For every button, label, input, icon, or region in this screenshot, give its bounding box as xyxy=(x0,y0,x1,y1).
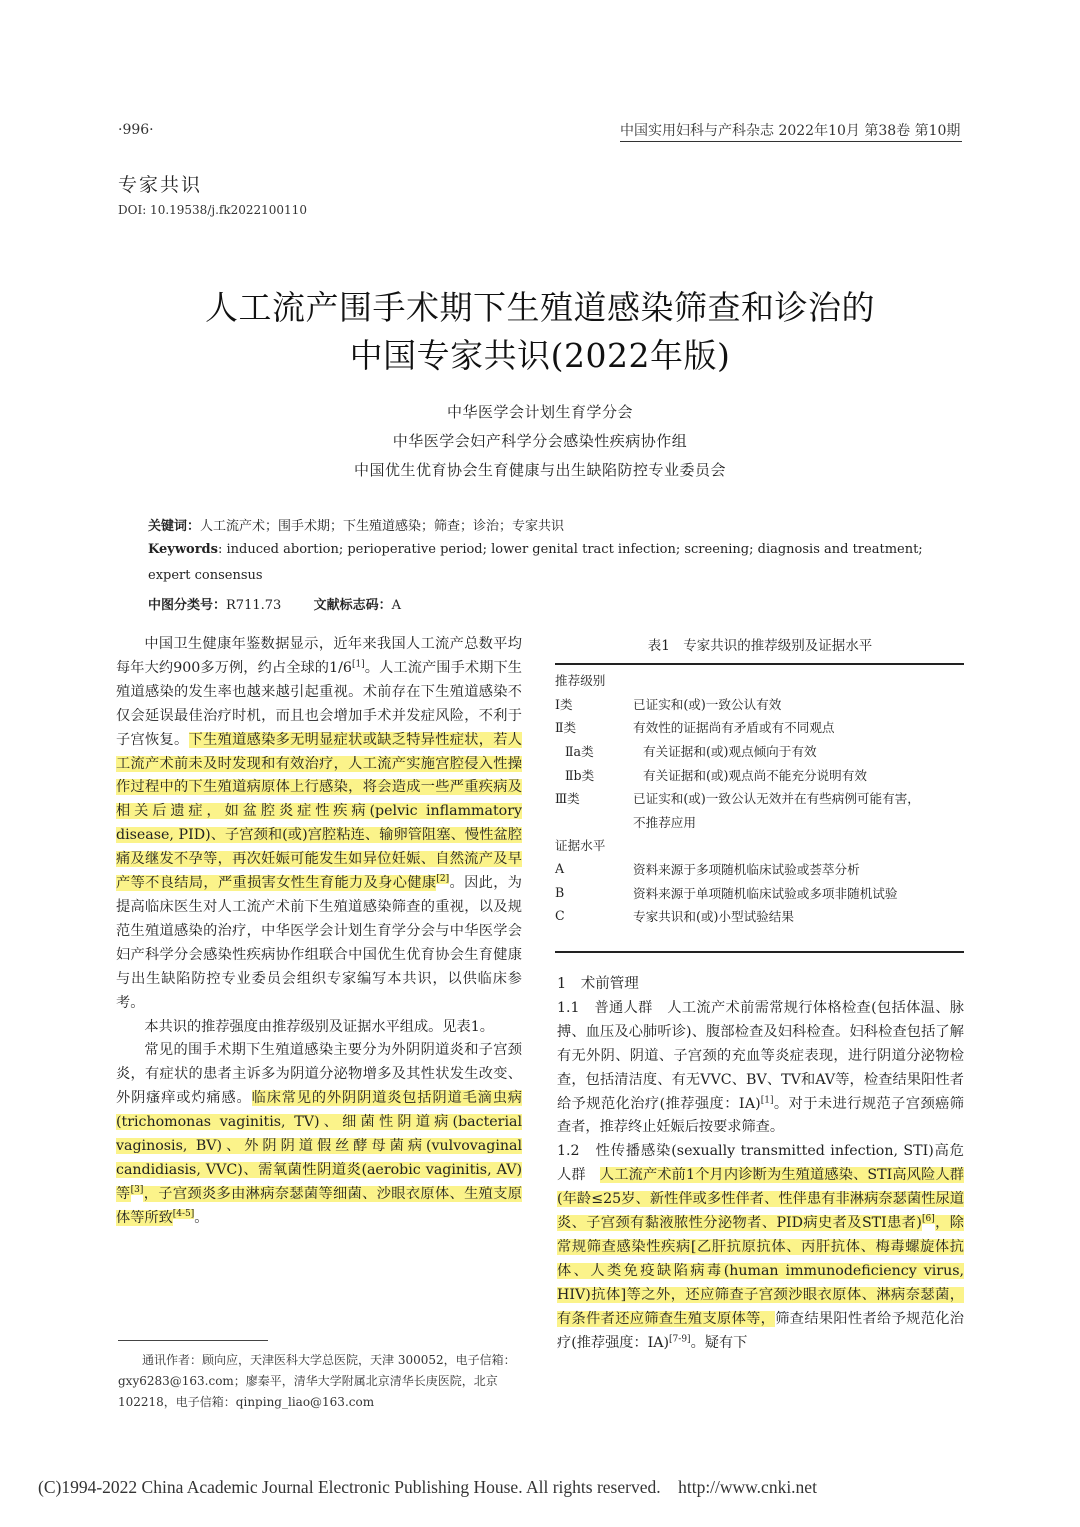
citation[interactable]: [7-9] xyxy=(669,1333,691,1344)
section-tag: 专家共识 xyxy=(118,174,203,196)
subsection-heading: 1.1 普通人群 xyxy=(557,999,653,1016)
text: 。疑有下 xyxy=(690,1334,748,1351)
keywords-en-line2: expert consensus xyxy=(148,568,263,583)
footnote-rule xyxy=(118,1340,268,1341)
table-cell: 有效性的证据尚有矛盾或有不同观点 xyxy=(633,720,835,736)
table-cell: Ⅱ类 xyxy=(555,720,577,736)
keywords-cn-text: 人工流产术；围手术期；下生殖道感染；筛查；诊治；专家共识 xyxy=(200,519,565,534)
highlighted-text: 下生殖道感染多无明显症状或缺乏特异性症状，若人工流产术前未及时发现和有效治疗，人工流产实施宫腔侵入性操作过程中的下生殖道病原体上行感染，将会造成一些严重疾病及相关后遗症，如盆腔炎症性疾病(pelvic inflammatory disease, PID)、子宫颈和(或)宫腔粘连、输卵管阻塞、慢性盆腔痛及继发不孕等，再次妊娠可能发生如异位妊娠、自然流产及早产等不良结局，严重损害女性生育能力及身心健康 xyxy=(116,731,522,892)
table-row xyxy=(555,692,964,716)
keywords-en-text: : induced abortion; perioperative period; lower genital tract infection; screening; diagnosis and treatment; xyxy=(217,542,923,557)
keywords-en-label: Keywords xyxy=(148,542,218,557)
paragraph-intro xyxy=(116,633,522,1016)
table-cell: 专家共识和(或)小型试验结果 xyxy=(633,909,794,925)
table-cell: 不推荐应用 xyxy=(633,814,696,830)
keywords-cn-label: 关键词： xyxy=(148,519,201,534)
paragraph-general-population xyxy=(557,997,964,1140)
table-cell: Ⅱb类 xyxy=(565,767,595,783)
table-cell: A xyxy=(555,861,565,877)
table-cell: 资料来源于多项随机临床试验或荟萃分析 xyxy=(633,862,860,878)
page-number: ·996· xyxy=(118,122,154,138)
paper-title-line-2: 中国专家共识(2022年版) xyxy=(349,336,731,375)
table-cell: Ⅰ类 xyxy=(555,696,573,712)
subsection-heading: 1.2 性传播感染(sexually transmitted infection, STI)高危人群 xyxy=(557,1143,964,1184)
copyright-notice: (C)1994-2022 China Academic Journal Electronic Publishing House. All rights reserved. http://www.cnki.net xyxy=(38,1477,817,1497)
highlighted-text: 人工流产术前1个月内诊断为生殖道感染、STI高风险人群(年龄≤25岁、新性伴或多性伴者、性伴患有非淋病奈瑟菌性尿道炎、子宫颈有黏液脓性分泌物者、PID病史者及STI患者) xyxy=(557,1167,964,1232)
citation[interactable]: [2] xyxy=(436,874,450,885)
table-cell: 已证实和(或)一致公认有效 xyxy=(633,696,782,712)
table-row xyxy=(555,762,964,786)
table-cell: Ⅱa类 xyxy=(565,744,594,760)
table-row xyxy=(555,786,964,810)
journal-header: 中国实用妇科与产科杂志 2022年10月 第38卷 第10期 xyxy=(620,123,961,139)
recommendation-table xyxy=(555,668,964,928)
text: 人工流产术前需常规行体格检查(包括体温、脉搏、血压及心肺听诊)、腹部检查及妇科检查。妇科检查包括了解有无外阴、阴道、子宫颈的充血等炎症表现，进行阴道分泌物检查，包括清洁度、有无VVC、BV、TV和AV等，检查结果阳性者给予规范化治疗(推荐强度：ⅠA) xyxy=(557,999,964,1112)
table-row xyxy=(555,857,964,881)
table-cell: B xyxy=(555,884,565,900)
header-rule xyxy=(620,141,962,142)
table-cell: Ⅲ类 xyxy=(555,791,580,807)
table-row xyxy=(555,833,964,857)
footnote xyxy=(118,1350,524,1413)
table-row xyxy=(555,715,964,739)
text: 常见的围手术期下生殖道感染主要分为外阴阴道炎和子宫颈炎，有症状的患者主诉多为阴道分泌物增多及其性状发生改变、外阴瘙痒或灼痛感。 xyxy=(116,1042,522,1107)
citation[interactable]: [1] xyxy=(760,1094,774,1105)
table-cell: 资料来源于单项随机临床试验或多项非随机试验 xyxy=(633,885,898,901)
section-heading: 1 术前管理 xyxy=(557,976,639,992)
corresponding-author: 通讯作者：顾向应，天津医科大学总医院，天津 300052，电子信箱：gxy6283@163.com；廖秦平，清华大学附属北京清华长庚医院，北京 102218，电子信箱：qinping_liao@163.com xyxy=(118,1353,516,1409)
text: 。因此，为提高临床医生对人工流产术前下生殖道感染筛查的重视，以及规范生殖道感染的治疗，中华医学会计划生育学分会与中华医学会妇产科学分会感染性疾病协作组联合中国优生优育协会生育健康与出生缺陷防控专业委员会组织专家编写本共识，以供临床参考。 xyxy=(116,875,522,1011)
table-cell: 有关证据和(或)观点尚不能充分说明有效 xyxy=(643,767,867,783)
table-cell: 已证实和(或)一致公认无效并在有些病例可能有害， xyxy=(633,791,920,807)
text: 。人工流产围手术期下生殖道感染的发生率也越来越引起重视。术前存在下生殖道感染不仅会延误最佳治疗时机，而且也会增加手术并发症风险，不利于子宫恢复。 xyxy=(116,659,522,748)
text: 。对于未进行规范子宫颈癌筛查者，推荐终止妊娠后按要求筛查。 xyxy=(557,1095,964,1136)
text: 筛查结果阳性者给予规范化治疗(推荐强度：ⅠA) xyxy=(557,1310,964,1351)
right-column xyxy=(557,973,964,1356)
table-title: 表1 专家共识的推荐级别及证据水平 xyxy=(647,638,873,654)
author-org-3: 中国优生优育协会生育健康与出生缺陷防控专业委员会 xyxy=(353,461,726,479)
table-rule-top xyxy=(555,663,964,665)
citation[interactable]: [4-5] xyxy=(172,1209,195,1220)
citation[interactable]: [6] xyxy=(921,1214,935,1225)
author-org-1: 中华医学会计划生育学分会 xyxy=(446,403,633,421)
highlighted-text: ，子宫颈炎多由淋病奈瑟菌等细菌、沙眼衣原体、生殖支原体等所致 xyxy=(116,1185,522,1226)
left-column xyxy=(116,633,522,1231)
paragraph-sti-high-risk xyxy=(557,1140,964,1355)
table-cell: 有关证据和(或)观点倾向于有效 xyxy=(643,744,817,760)
table-row xyxy=(555,668,964,692)
doc-code-label: 文献标志码： xyxy=(313,598,392,613)
doc-code-value: A xyxy=(391,598,401,613)
table-row xyxy=(555,880,964,904)
keywords-en xyxy=(148,542,923,557)
table-row xyxy=(555,810,964,834)
doi[interactable]: DOI: 10.19538/j.fk2022100110 xyxy=(118,203,307,217)
clc-label: 中图分类号： xyxy=(148,598,227,613)
text: 中国卫生健康年鉴数据显示，近年来我国人工流产总数平均每年大约900多万例，约占全球的1/6 xyxy=(116,636,522,676)
paper-title-line-1: 人工流产围手术期下生殖道感染筛查和诊治的 xyxy=(205,288,875,327)
highlighted-text: ，除常规筛查感染性疾病[乙肝抗原抗体、丙肝抗体、梅毒螺旋体抗体、人类免疫缺陷病毒(human immunodeficiency virus, HIV)抗体]等之外，还应筛查子宫颈沙眼衣原体、淋病奈瑟菌，有条件者还应筛查生殖支原体等， xyxy=(557,1215,964,1327)
citation[interactable]: [3] xyxy=(130,1185,144,1196)
table-row xyxy=(555,904,964,928)
author-org-2: 中华医学会妇产科学分会感染性疾病协作组 xyxy=(392,432,688,450)
table-row xyxy=(555,739,964,763)
paragraph-strength: 本共识的推荐强度由推荐级别及证据水平组成。见表1。 xyxy=(144,1018,494,1035)
paragraph-common-infections xyxy=(116,1039,522,1230)
highlighted-text: 临床常见的外阴阴道炎包括阴道毛滴虫病(trichomonas vaginitis, TV)、细菌性阴道病(bacterial vaginosis, BV)、外阴阴道假丝酵母菌病(vulvovaginal candidiasis, VVC)、需氧菌性阴道炎(aerobic vaginitis, AV)等 xyxy=(116,1090,522,1202)
text: 。 xyxy=(194,1209,209,1226)
keywords-cn xyxy=(148,515,564,534)
table-cell: C xyxy=(555,908,565,924)
clc-value: R711.73 xyxy=(226,598,282,613)
table-cell: 推荐级别 xyxy=(555,673,606,689)
citation[interactable]: [1] xyxy=(351,659,365,670)
classification xyxy=(148,594,401,613)
table-cell: 证据水平 xyxy=(555,838,606,854)
table-rule-bottom xyxy=(555,951,964,953)
